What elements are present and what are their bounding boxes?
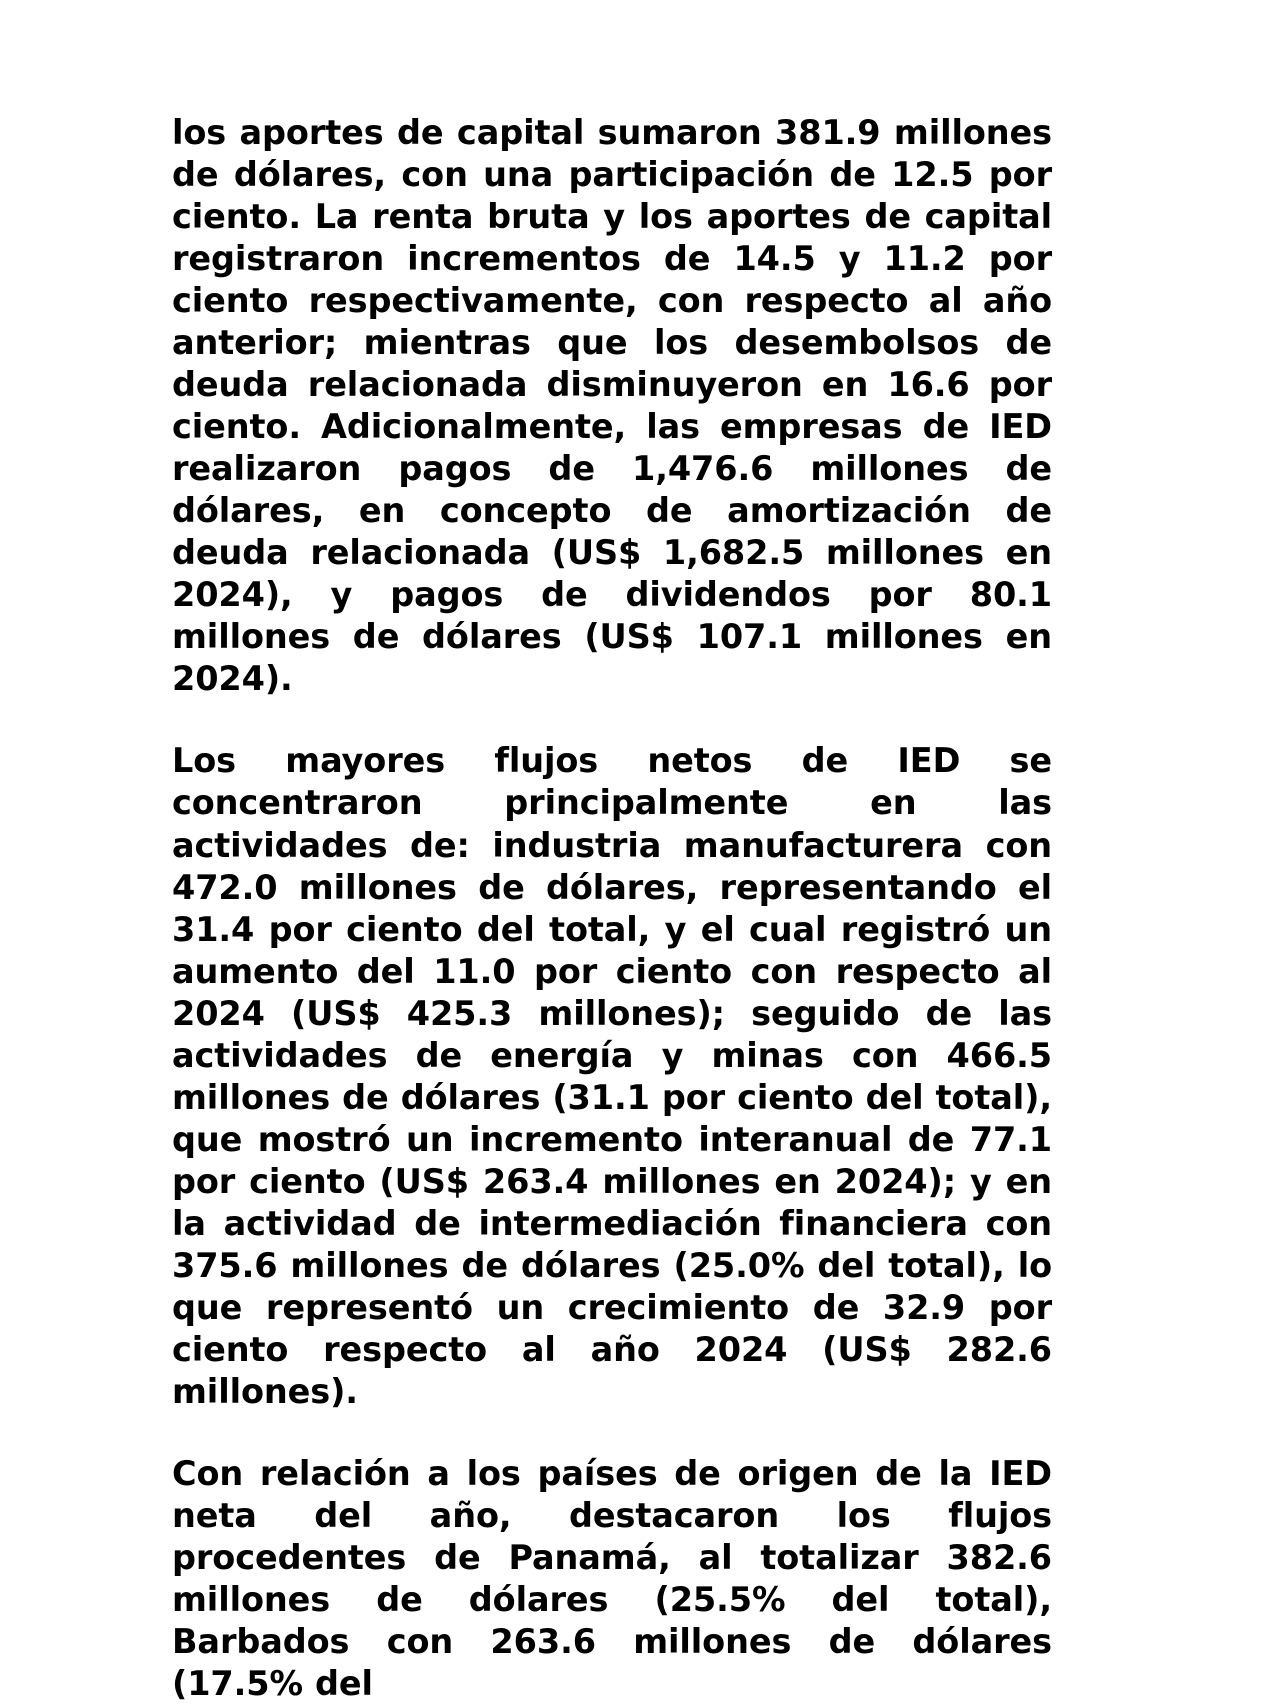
paragraph-ied-paises: Con relación a los países de origen de la IED neta del año, destacaron los flujos procedentes de Panamá, al totalizar 382.6 millones de dólares (25.5% del total), Barbados con 263.6 millones de dólares (17.5% del	[172, 1453, 1052, 1704]
paragraph-ied-actividades: Los mayores flujos netos de IED se concentraron principalmente en las actividades de: industria manufacturera con 472.0 millones de dólares, representando el 31.4 por ciento del total, y el cual registró un aumento del 11.0 por ciento con respecto al 2024 (US$ 425.3 millones); seguido de las actividades de energía y minas con 466.5 millones de dólares (31.1 por ciento del total), que mostró un incremento interanual de 77.1 por ciento (US$ 263.4 millones en 2024); y en la actividad de intermediación financiera con 375.6 millones de dólares (25.0% del total), lo que representó un crecimiento de 32.9 por ciento respecto al año 2024 (US$ 282.6 millones).	[172, 741, 1052, 1411]
document-body	[172, 112, 1052, 1705]
paragraph-ied-composicion: los aportes de capital sumaron 381.9 millones de dólares, con una participación de 12.5 por ciento. La renta bruta y los aportes de capital registraron incrementos de 14.5 y 11.2 por ciento respectivamente, con respecto al año anterior; mientras que los desembolsos de deuda relacionada disminuyeron en 16.6 por ciento. Adicionalmente, las empresas de IED realizaron pagos de 1,476.6 millones de dólares, en concepto de amortización de deuda relacionada (US$ 1,682.5 millones en 2024), y pagos de dividendos por 80.1 millones de dólares (US$ 107.1 millones en 2024).	[172, 113, 1052, 699]
